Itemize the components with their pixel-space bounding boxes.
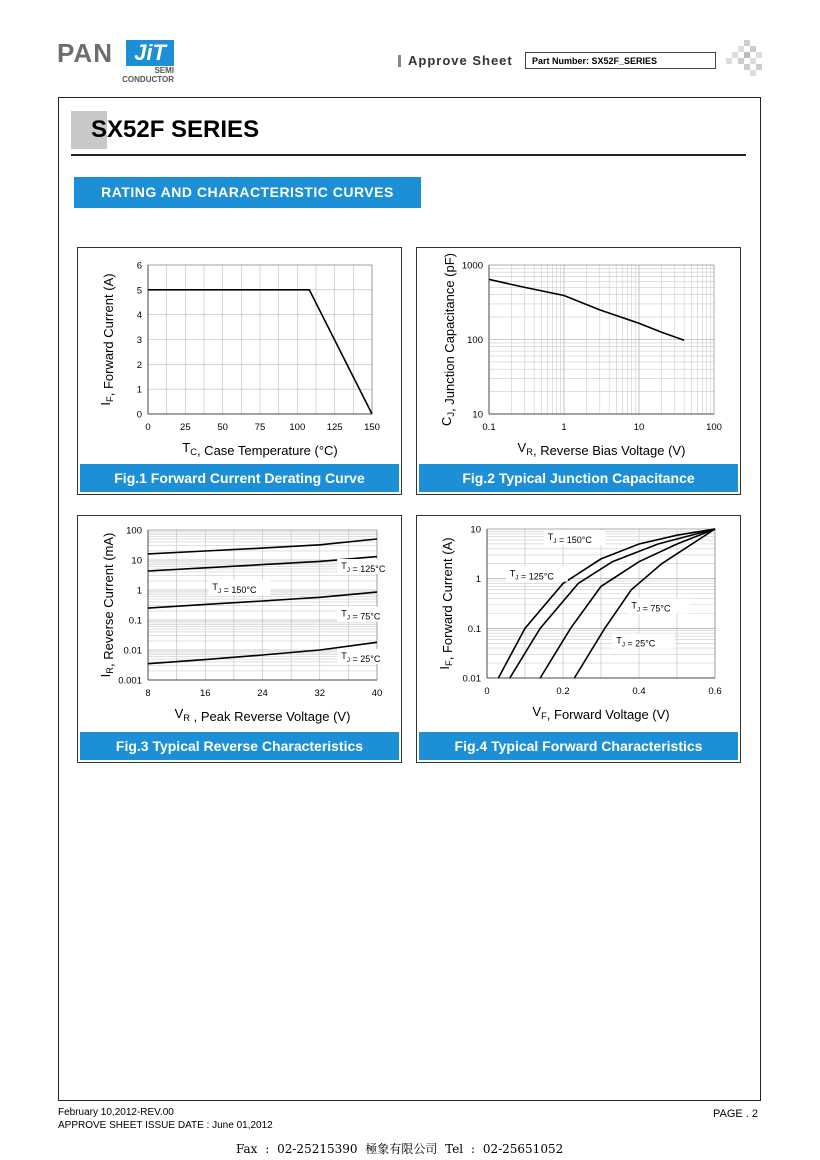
- x-tick-label: 100: [289, 422, 306, 433]
- x-tick-label: 0: [145, 422, 151, 433]
- y-axis-label: $I_F$, Forward Current (A): [437, 537, 455, 670]
- y-tick-label: 1: [136, 585, 142, 597]
- series-annotation: $T_J = 125^\circ C$: [509, 568, 554, 582]
- x-tick-label: 0.2: [556, 686, 570, 697]
- footer-dates: [58, 1106, 273, 1132]
- title-rule: [71, 154, 746, 156]
- section-banner: RATING AND CHARACTERISTIC CURVES: [74, 177, 421, 208]
- x-tick-label: 50: [217, 422, 228, 433]
- x-tick-label: 32: [314, 688, 326, 699]
- y-axis-label: $I_F$, Forward Current (A): [98, 273, 116, 406]
- y-tick-label: 3: [136, 335, 142, 346]
- x-tick-label: 150: [364, 422, 380, 433]
- brand-logo-jit: JiT: [126, 40, 174, 66]
- x-tick-label: 100: [706, 422, 722, 433]
- y-tick-label: 100: [126, 525, 142, 537]
- x-axis-label: $V_R$ , Peak Reverse Voltage (V): [174, 706, 351, 724]
- y-tick-label: 10: [470, 524, 481, 536]
- series-annotation: $T_J = 150^\circ C$: [547, 532, 592, 546]
- x-tick-label: 75: [254, 422, 266, 433]
- footer-contact: Fax : 02-25215390 極象有限公司 Tel : 02-25651052: [236, 1142, 564, 1156]
- x-axis-label: $V_R$, Reverse Bias Voltage (V): [517, 440, 686, 458]
- footer-revision: February 10,2012-REV.00: [58, 1107, 174, 1118]
- footer-issue-date: APPROVE SHEET ISSUE DATE : June 01,2012: [58, 1120, 273, 1131]
- y-axis-label: $C_J$, Junction Capacitance (pF): [439, 252, 457, 427]
- y-tick-label: 1000: [461, 260, 483, 272]
- figure-caption: Fig.4 Typical Forward Characteristics: [419, 732, 738, 760]
- y-tick-label: 1: [136, 384, 142, 396]
- page-title: SX52F SERIES: [91, 116, 260, 143]
- series-annotation: $T_J = 25^\circ C$: [616, 635, 656, 649]
- y-tick-label: 10: [472, 409, 483, 421]
- part-number-box: Part Number: SX52F_SERIES: [525, 52, 716, 69]
- figure-caption: Fig.3 Typical Reverse Characteristics: [80, 732, 399, 760]
- series-annotation: $T_J = 75^\circ C$: [341, 608, 381, 622]
- approve-sheet-label: Approve Sheet: [408, 53, 513, 68]
- series-annotation: $T_J = 125^\circ C$: [341, 561, 386, 575]
- page-number: PAGE . 2: [713, 1108, 759, 1120]
- y-tick-label: 4: [136, 310, 142, 322]
- logo-semi-text: SEMI: [154, 66, 174, 75]
- y-tick-label: 10: [131, 555, 142, 567]
- figure-3: [77, 515, 402, 763]
- y-tick-label: 0.01: [462, 673, 481, 685]
- y-tick-label: 6: [136, 260, 142, 272]
- brand-logo-pan: PAN: [57, 38, 113, 68]
- y-tick-label: 0.1: [467, 623, 481, 635]
- figure-2: [416, 247, 741, 495]
- x-tick-label: 24: [257, 688, 268, 699]
- y-tick-label: 0.01: [123, 645, 142, 657]
- series-annotation: $T_J = 75^\circ C$: [631, 600, 671, 614]
- x-tick-label: 0.1: [482, 422, 496, 433]
- figure-4: [416, 515, 741, 763]
- x-tick-label: 125: [326, 422, 343, 433]
- x-tick-label: 40: [371, 688, 383, 699]
- x-tick-label: 0: [484, 686, 490, 697]
- checker-decoration-icon: [726, 40, 762, 78]
- y-tick-label: 0.001: [118, 675, 142, 687]
- y-tick-label: 1: [475, 574, 481, 586]
- x-tick-label: 10: [633, 422, 645, 433]
- chart-4-svg: [417, 516, 742, 764]
- logo-conductor-text: CONDUCTOR: [122, 75, 174, 84]
- series-annotation: $T_J = 25^\circ C$: [341, 651, 381, 665]
- x-tick-label: 8: [145, 688, 151, 699]
- x-tick-label: 0.4: [632, 686, 646, 697]
- x-tick-label: 0.6: [708, 686, 722, 697]
- y-tick-label: 2: [136, 359, 142, 371]
- chart-3-svg: [78, 516, 403, 764]
- x-axis-label: $V_F$, Forward Voltage (V): [532, 704, 670, 722]
- chart-1-svg: [78, 248, 403, 496]
- chart-grid: [148, 265, 372, 414]
- x-tick-label: 16: [199, 688, 211, 699]
- x-tick-label: 1: [561, 422, 567, 433]
- brand-logo-subtitle: [122, 66, 174, 84]
- y-tick-label: 100: [467, 335, 483, 346]
- figure-caption: Fig.1 Forward Current Derating Curve: [80, 464, 399, 492]
- figure-1: [77, 247, 402, 495]
- y-tick-label: 0.1: [128, 615, 142, 627]
- x-tick-label: 25: [180, 422, 191, 433]
- approve-divider: [398, 55, 401, 67]
- y-axis-label: $I_R$, Reverse Current (mA): [98, 532, 116, 678]
- figure-caption: Fig.2 Typical Junction Capacitance: [419, 464, 738, 492]
- y-tick-label: 0: [136, 409, 142, 421]
- y-tick-label: 5: [136, 285, 142, 297]
- x-axis-label: $T_C$, Case Temperature (°C): [182, 440, 338, 458]
- chart-2-svg: [417, 248, 742, 496]
- series-annotation: $T_J = 150^\circ C$: [212, 582, 257, 595]
